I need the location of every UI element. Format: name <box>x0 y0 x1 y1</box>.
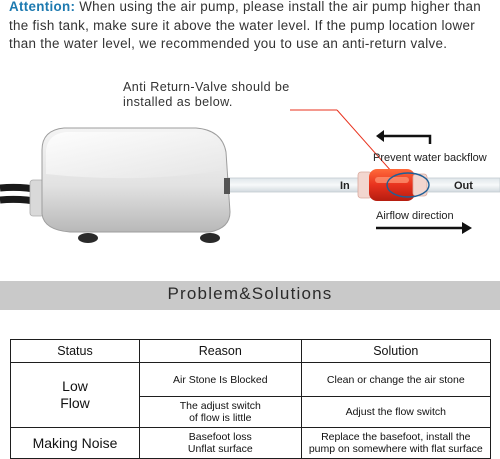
reason-cell <box>140 397 302 428</box>
attention-label: Attention: <box>9 0 76 14</box>
header-reason: Reason <box>140 340 302 363</box>
prevent-backflow-label: Prevent water backflow <box>373 152 487 164</box>
header-solution: Solution <box>301 340 490 363</box>
table-row <box>11 363 491 397</box>
reason-cell <box>140 428 302 459</box>
status-cell <box>11 363 140 428</box>
valve-note-line2: installed as below. <box>123 95 233 109</box>
reason-line: of flow is little <box>189 412 252 424</box>
solution-line: pump on somewhere with flat surface <box>308 443 483 455</box>
table-row <box>11 428 491 459</box>
solutions-table <box>10 339 491 459</box>
attention-text: When using the air pump, please install the air pump higher than the fish tank, make sure it above the water level. If the pump location lower than the water level, we recommended you to use an anti-return valve. <box>9 0 482 52</box>
in-label: In <box>340 180 350 192</box>
status-line: Low <box>62 378 88 394</box>
header-status: Status <box>11 340 140 363</box>
out-label: Out <box>454 180 473 192</box>
power-cord <box>0 180 44 216</box>
backflow-arrow-icon <box>376 130 430 144</box>
reason-line: The adjust switch <box>179 400 261 412</box>
reason-line: Unflat surface <box>187 443 253 455</box>
airflow-direction-label: Airflow direction <box>376 210 454 222</box>
valve-note-line1: Anti Return-Valve should be <box>123 80 290 94</box>
valve-note <box>123 80 290 110</box>
solution-line: Replace the basefoot, install the <box>321 431 471 443</box>
banner-title: Problem&Solutions <box>167 284 333 303</box>
solution-cell: Adjust the flow switch <box>301 397 490 428</box>
check-valve-image <box>358 169 429 201</box>
attention-note <box>9 0 495 54</box>
reason-line: Basefoot loss <box>188 431 252 443</box>
status-cell: Making Noise <box>11 428 140 459</box>
air-pump-image <box>42 128 230 243</box>
airflow-arrow-icon <box>376 222 472 234</box>
solution-cell: Clean or change the air stone <box>301 363 490 397</box>
reason-cell: Air Stone Is Blocked <box>140 363 302 397</box>
table-header-row <box>11 340 491 363</box>
status-line: Flow <box>60 395 90 411</box>
solution-cell <box>301 428 490 459</box>
